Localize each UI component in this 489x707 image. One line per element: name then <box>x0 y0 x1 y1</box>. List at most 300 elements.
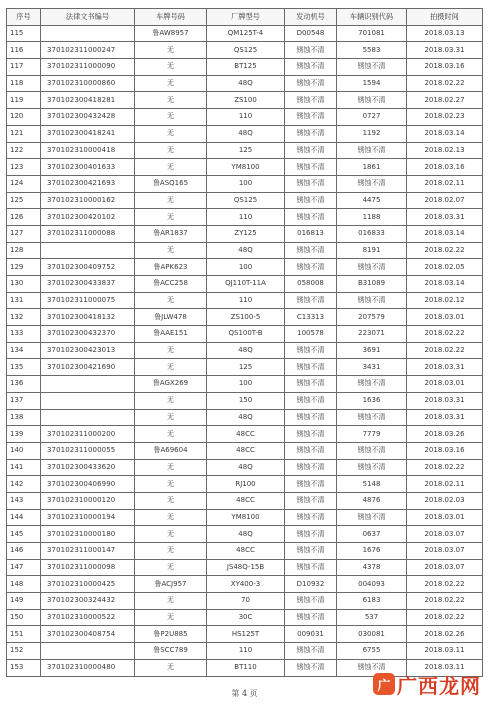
cell-vin: B31089 <box>337 276 407 293</box>
cell-engine: 锈蚀不清 <box>285 125 337 142</box>
cell-plate: 无 <box>135 476 207 493</box>
cell-date: 2018.03.16 <box>407 159 483 176</box>
cell-seq: 142 <box>7 476 41 493</box>
cell-model: ZY125 <box>207 225 285 242</box>
cell-seq: 136 <box>7 376 41 393</box>
cell-date: 2018.03.31 <box>407 409 483 426</box>
cell-seq: 128 <box>7 242 41 259</box>
cell-seq: 124 <box>7 175 41 192</box>
table-row <box>7 276 483 293</box>
cell-seq: 120 <box>7 109 41 126</box>
cell-vin: 7779 <box>337 426 407 443</box>
cell-vin: 1192 <box>337 125 407 142</box>
table-row <box>7 125 483 142</box>
cell-doc-no: 370102310000425 <box>41 576 135 593</box>
table-row <box>7 593 483 610</box>
cell-doc-no: 370102311000090 <box>41 59 135 76</box>
table-row <box>7 159 483 176</box>
cell-engine: 锈蚀不清 <box>285 42 337 59</box>
cell-vin: 6183 <box>337 593 407 610</box>
cell-vin: 6755 <box>337 643 407 660</box>
table-row <box>7 309 483 326</box>
cell-engine: 锈蚀不清 <box>285 359 337 376</box>
cell-model: 110 <box>207 209 285 226</box>
table-row <box>7 492 483 509</box>
cell-doc-no: 370102300420102 <box>41 209 135 226</box>
cell-vin: 锈蚀不清 <box>337 59 407 76</box>
cell-plate: 鲁ACJ957 <box>135 576 207 593</box>
table-row <box>7 459 483 476</box>
cell-vin: 锈蚀不清 <box>337 459 407 476</box>
cell-doc-no: 370102300324432 <box>41 593 135 610</box>
cell-seq: 153 <box>7 659 41 676</box>
table-row <box>7 543 483 560</box>
cell-date: 2018.02.22 <box>407 75 483 92</box>
cell-doc-no: 370102310000480 <box>41 659 135 676</box>
cell-vin: 8191 <box>337 242 407 259</box>
cell-date: 2018.03.01 <box>407 309 483 326</box>
cell-doc-no: 370102300406990 <box>41 476 135 493</box>
table-row <box>7 342 483 359</box>
cell-seq: 122 <box>7 142 41 159</box>
cell-model: 125 <box>207 142 285 159</box>
table-row <box>7 559 483 576</box>
cell-date: 2018.03.31 <box>407 209 483 226</box>
cell-seq: 145 <box>7 526 41 543</box>
cell-plate: 鲁JLW478 <box>135 309 207 326</box>
cell-engine: 锈蚀不清 <box>285 192 337 209</box>
cell-plate: 无 <box>135 42 207 59</box>
cell-plate: 无 <box>135 526 207 543</box>
cell-vin: 030081 <box>337 626 407 643</box>
cell-model: QM125T-4 <box>207 25 285 42</box>
cell-model: 110 <box>207 643 285 660</box>
cell-plate: 无 <box>135 509 207 526</box>
cell-engine: 锈蚀不清 <box>285 209 337 226</box>
cell-date: 2018.03.07 <box>407 543 483 560</box>
cell-plate: 鲁A69604 <box>135 442 207 459</box>
cell-seq: 117 <box>7 59 41 76</box>
cell-engine: 锈蚀不清 <box>285 609 337 626</box>
cell-plate: 无 <box>135 125 207 142</box>
cell-date: 2018.03.14 <box>407 225 483 242</box>
cell-seq: 150 <box>7 609 41 626</box>
watermark-logo-icon: 广 <box>373 673 395 695</box>
cell-model: QJ110T-11A <box>207 276 285 293</box>
table-row <box>7 376 483 393</box>
cell-engine: 锈蚀不清 <box>285 593 337 610</box>
cell-doc-no: 370102311000147 <box>41 543 135 560</box>
cell-engine: 058008 <box>285 276 337 293</box>
cell-doc-no: 370102311000247 <box>41 42 135 59</box>
cell-model: HS125T <box>207 626 285 643</box>
header-vin: 车辆识别代码 <box>337 9 407 26</box>
cell-plate: 无 <box>135 109 207 126</box>
cell-plate: 鲁ACC258 <box>135 276 207 293</box>
cell-seq: 141 <box>7 459 41 476</box>
cell-plate: 无 <box>135 59 207 76</box>
cell-seq: 149 <box>7 593 41 610</box>
table-row <box>7 509 483 526</box>
table-row <box>7 476 483 493</box>
cell-model: 48CC <box>207 492 285 509</box>
cell-vin: 4876 <box>337 492 407 509</box>
table-row <box>7 326 483 343</box>
cell-model: BT110 <box>207 659 285 676</box>
cell-engine: 锈蚀不清 <box>285 509 337 526</box>
cell-date: 2018.02.22 <box>407 593 483 610</box>
cell-engine: 锈蚀不清 <box>285 92 337 109</box>
cell-model: 100 <box>207 259 285 276</box>
cell-doc-no: 370102310000194 <box>41 509 135 526</box>
cell-date: 2018.02.13 <box>407 142 483 159</box>
cell-date: 2018.02.22 <box>407 242 483 259</box>
cell-plate: 无 <box>135 342 207 359</box>
cell-seq: 147 <box>7 559 41 576</box>
cell-plate: 鲁AGX269 <box>135 376 207 393</box>
table-body <box>7 25 483 676</box>
cell-date: 2018.03.07 <box>407 559 483 576</box>
cell-doc-no <box>41 376 135 393</box>
cell-date: 2018.03.11 <box>407 643 483 660</box>
cell-seq: 130 <box>7 276 41 293</box>
cell-vin: 4378 <box>337 559 407 576</box>
cell-seq: 140 <box>7 442 41 459</box>
cell-date: 2018.03.16 <box>407 59 483 76</box>
cell-vin: 701081 <box>337 25 407 42</box>
cell-date: 2018.02.22 <box>407 326 483 343</box>
cell-vin: 4475 <box>337 192 407 209</box>
cell-engine: 009031 <box>285 626 337 643</box>
cell-plate: 无 <box>135 659 207 676</box>
cell-doc-no: 370102300409752 <box>41 259 135 276</box>
cell-engine: C13313 <box>285 309 337 326</box>
cell-doc-no: 370102310000120 <box>41 492 135 509</box>
cell-vin: 0637 <box>337 526 407 543</box>
cell-vin: 3431 <box>337 359 407 376</box>
cell-model: ZS100-5 <box>207 309 285 326</box>
cell-plate: 无 <box>135 426 207 443</box>
cell-date: 2018.03.14 <box>407 276 483 293</box>
cell-date: 2018.03.14 <box>407 125 483 142</box>
cell-date: 2018.02.26 <box>407 626 483 643</box>
cell-doc-no: 370102300408754 <box>41 626 135 643</box>
cell-doc-no: 370102300418132 <box>41 309 135 326</box>
cell-date: 2018.02.22 <box>407 459 483 476</box>
cell-date: 2018.02.07 <box>407 192 483 209</box>
cell-seq: 151 <box>7 626 41 643</box>
cell-engine: 锈蚀不清 <box>285 659 337 676</box>
cell-engine: 锈蚀不清 <box>285 392 337 409</box>
table-row <box>7 175 483 192</box>
cell-engine: 锈蚀不清 <box>285 259 337 276</box>
cell-model: QS125 <box>207 42 285 59</box>
cell-model: 48CC <box>207 442 285 459</box>
cell-doc-no <box>41 392 135 409</box>
cell-vin: 1188 <box>337 209 407 226</box>
cell-seq: 133 <box>7 326 41 343</box>
cell-date: 2018.02.12 <box>407 292 483 309</box>
cell-seq: 127 <box>7 225 41 242</box>
cell-doc-no: 370102310000162 <box>41 192 135 209</box>
cell-date: 2018.02.11 <box>407 175 483 192</box>
cell-engine: 锈蚀不清 <box>285 242 337 259</box>
cell-vin: 5148 <box>337 476 407 493</box>
cell-seq: 116 <box>7 42 41 59</box>
cell-vin: 1594 <box>337 75 407 92</box>
cell-seq: 118 <box>7 75 41 92</box>
table-row <box>7 526 483 543</box>
cell-seq: 152 <box>7 643 41 660</box>
cell-model: 48Q <box>207 459 285 476</box>
cell-doc-no: 370102311000200 <box>41 426 135 443</box>
cell-vin: 016833 <box>337 225 407 242</box>
cell-date: 2018.03.13 <box>407 25 483 42</box>
cell-vin: 锈蚀不清 <box>337 659 407 676</box>
table-row <box>7 59 483 76</box>
cell-doc-no: 370102311000055 <box>41 442 135 459</box>
table-row <box>7 643 483 660</box>
table-row <box>7 609 483 626</box>
cell-seq: 144 <box>7 509 41 526</box>
cell-date: 2018.03.31 <box>407 392 483 409</box>
cell-engine: 锈蚀不清 <box>285 526 337 543</box>
cell-date: 2018.02.03 <box>407 492 483 509</box>
cell-date: 2018.02.05 <box>407 259 483 276</box>
cell-seq: 135 <box>7 359 41 376</box>
cell-vin: 锈蚀不清 <box>337 376 407 393</box>
cell-seq: 126 <box>7 209 41 226</box>
cell-vin: 1861 <box>337 159 407 176</box>
cell-seq: 131 <box>7 292 41 309</box>
cell-model: 110 <box>207 292 285 309</box>
cell-seq: 129 <box>7 259 41 276</box>
cell-engine: 锈蚀不清 <box>285 643 337 660</box>
cell-doc-no: 370102300418241 <box>41 125 135 142</box>
cell-vin: 锈蚀不清 <box>337 142 407 159</box>
cell-plate: 无 <box>135 392 207 409</box>
cell-engine: 锈蚀不清 <box>285 292 337 309</box>
cell-engine: D10932 <box>285 576 337 593</box>
cell-date: 2018.03.07 <box>407 526 483 543</box>
cell-model: 100 <box>207 376 285 393</box>
cell-vin: 锈蚀不清 <box>337 175 407 192</box>
cell-seq: 143 <box>7 492 41 509</box>
cell-seq: 125 <box>7 192 41 209</box>
cell-seq: 132 <box>7 309 41 326</box>
header-plate: 车牌号码 <box>135 9 207 26</box>
cell-doc-no <box>41 242 135 259</box>
cell-doc-no: 370102310000860 <box>41 75 135 92</box>
cell-seq: 146 <box>7 543 41 560</box>
vehicle-record-sheet <box>6 8 482 677</box>
header-doc-no: 法律文书编号 <box>41 9 135 26</box>
header-engine: 发动机号 <box>285 9 337 26</box>
cell-plate: 无 <box>135 242 207 259</box>
cell-plate: 鲁ASQ165 <box>135 175 207 192</box>
cell-engine: 锈蚀不清 <box>285 543 337 560</box>
cell-model: 48Q <box>207 526 285 543</box>
cell-plate: 无 <box>135 142 207 159</box>
cell-model: RJ100 <box>207 476 285 493</box>
cell-vin: 1676 <box>337 543 407 560</box>
table-row <box>7 392 483 409</box>
cell-model: 125 <box>207 359 285 376</box>
cell-vin: 锈蚀不清 <box>337 409 407 426</box>
cell-date: 2018.02.23 <box>407 109 483 126</box>
cell-engine: 锈蚀不清 <box>285 109 337 126</box>
table-row <box>7 426 483 443</box>
table-row <box>7 42 483 59</box>
cell-date: 2018.02.11 <box>407 476 483 493</box>
cell-plate: 无 <box>135 159 207 176</box>
cell-doc-no: 370102300433837 <box>41 276 135 293</box>
cell-plate: 无 <box>135 459 207 476</box>
cell-seq: 123 <box>7 159 41 176</box>
cell-doc-no: 370102311000098 <box>41 559 135 576</box>
cell-seq: 148 <box>7 576 41 593</box>
table-row <box>7 409 483 426</box>
cell-engine: 锈蚀不清 <box>285 159 337 176</box>
table-row <box>7 292 483 309</box>
cell-vin: 0727 <box>337 109 407 126</box>
cell-seq: 139 <box>7 426 41 443</box>
cell-vin: 5583 <box>337 42 407 59</box>
cell-date: 2018.03.31 <box>407 42 483 59</box>
header-date: 拍摄时间 <box>407 9 483 26</box>
cell-plate: 无 <box>135 559 207 576</box>
cell-model: 100 <box>207 175 285 192</box>
cell-vin: 1636 <box>337 392 407 409</box>
cell-doc-no: 370102300401633 <box>41 159 135 176</box>
table-row <box>7 192 483 209</box>
cell-doc-no: 370102300421690 <box>41 359 135 376</box>
cell-plate: 无 <box>135 292 207 309</box>
table-row <box>7 242 483 259</box>
cell-model: 48CC <box>207 543 285 560</box>
cell-vin: 锈蚀不清 <box>337 92 407 109</box>
cell-doc-no: 370102311000075 <box>41 292 135 309</box>
table-row <box>7 359 483 376</box>
cell-vin: 锈蚀不清 <box>337 259 407 276</box>
cell-engine: D00548 <box>285 25 337 42</box>
cell-date: 2018.03.01 <box>407 376 483 393</box>
cell-plate: 鲁APK623 <box>135 259 207 276</box>
cell-doc-no <box>41 25 135 42</box>
cell-model: 48Q <box>207 242 285 259</box>
cell-plate: 无 <box>135 192 207 209</box>
cell-model: XY400-3 <box>207 576 285 593</box>
cell-date: 2018.02.22 <box>407 576 483 593</box>
cell-doc-no: 370102300418281 <box>41 92 135 109</box>
table-row <box>7 25 483 42</box>
table-row <box>7 626 483 643</box>
cell-model: QS100T-B <box>207 326 285 343</box>
page-number: 第 4 页 <box>231 689 258 698</box>
cell-model: 30C <box>207 609 285 626</box>
cell-date: 2018.02.27 <box>407 92 483 109</box>
cell-model: JS48Q-15B <box>207 559 285 576</box>
cell-engine: 锈蚀不清 <box>285 75 337 92</box>
cell-date: 2018.03.01 <box>407 509 483 526</box>
cell-model: 110 <box>207 109 285 126</box>
cell-vin: 3691 <box>337 342 407 359</box>
cell-plate: 鲁AR1837 <box>135 225 207 242</box>
cell-seq: 137 <box>7 392 41 409</box>
site-watermark <box>373 671 481 697</box>
table-row <box>7 209 483 226</box>
cell-date: 2018.03.16 <box>407 442 483 459</box>
cell-engine: 016813 <box>285 225 337 242</box>
cell-model: YM8100 <box>207 159 285 176</box>
cell-vin: 207579 <box>337 309 407 326</box>
header-model: 厂牌型号 <box>207 9 285 26</box>
cell-plate: 无 <box>135 209 207 226</box>
cell-date: 2018.02.22 <box>407 609 483 626</box>
cell-engine: 锈蚀不清 <box>285 175 337 192</box>
table-row <box>7 92 483 109</box>
cell-model: 48Q <box>207 342 285 359</box>
cell-model: BT125 <box>207 59 285 76</box>
cell-vin: 537 <box>337 609 407 626</box>
cell-vin: 223071 <box>337 326 407 343</box>
cell-seq: 138 <box>7 409 41 426</box>
cell-doc-no: 370102300423013 <box>41 342 135 359</box>
table-row <box>7 259 483 276</box>
cell-date: 2018.02.22 <box>407 342 483 359</box>
cell-engine: 锈蚀不清 <box>285 426 337 443</box>
cell-engine: 100578 <box>285 326 337 343</box>
cell-doc-no: 370102310000418 <box>41 142 135 159</box>
cell-seq: 121 <box>7 125 41 142</box>
cell-vin: 锈蚀不清 <box>337 442 407 459</box>
table-row <box>7 142 483 159</box>
cell-date: 2018.03.31 <box>407 359 483 376</box>
cell-engine: 锈蚀不清 <box>285 492 337 509</box>
cell-engine: 锈蚀不清 <box>285 559 337 576</box>
cell-engine: 锈蚀不清 <box>285 142 337 159</box>
table-row <box>7 576 483 593</box>
header-seq: 序号 <box>7 9 41 26</box>
cell-vin: 锈蚀不清 <box>337 292 407 309</box>
cell-plate: 无 <box>135 593 207 610</box>
cell-vin: 锈蚀不清 <box>337 509 407 526</box>
cell-model: 48CC <box>207 426 285 443</box>
cell-seq: 134 <box>7 342 41 359</box>
cell-model: YM8100 <box>207 509 285 526</box>
cell-doc-no: 370102310000522 <box>41 609 135 626</box>
cell-doc-no: 370102300421693 <box>41 175 135 192</box>
cell-doc-no: 370102300432370 <box>41 326 135 343</box>
cell-engine: 锈蚀不清 <box>285 376 337 393</box>
cell-model: 48Q <box>207 75 285 92</box>
cell-doc-no <box>41 409 135 426</box>
cell-engine: 锈蚀不清 <box>285 459 337 476</box>
table-row <box>7 225 483 242</box>
cell-plate: 无 <box>135 92 207 109</box>
table-row <box>7 109 483 126</box>
cell-plate: 鲁AW8957 <box>135 25 207 42</box>
cell-engine: 锈蚀不清 <box>285 59 337 76</box>
cell-doc-no: 370102300433620 <box>41 459 135 476</box>
cell-plate: 鲁SCC789 <box>135 643 207 660</box>
cell-vin: 004093 <box>337 576 407 593</box>
cell-plate: 无 <box>135 359 207 376</box>
cell-engine: 锈蚀不清 <box>285 409 337 426</box>
cell-engine: 锈蚀不清 <box>285 442 337 459</box>
table-header-row <box>7 9 483 26</box>
cell-date: 2018.03.26 <box>407 426 483 443</box>
